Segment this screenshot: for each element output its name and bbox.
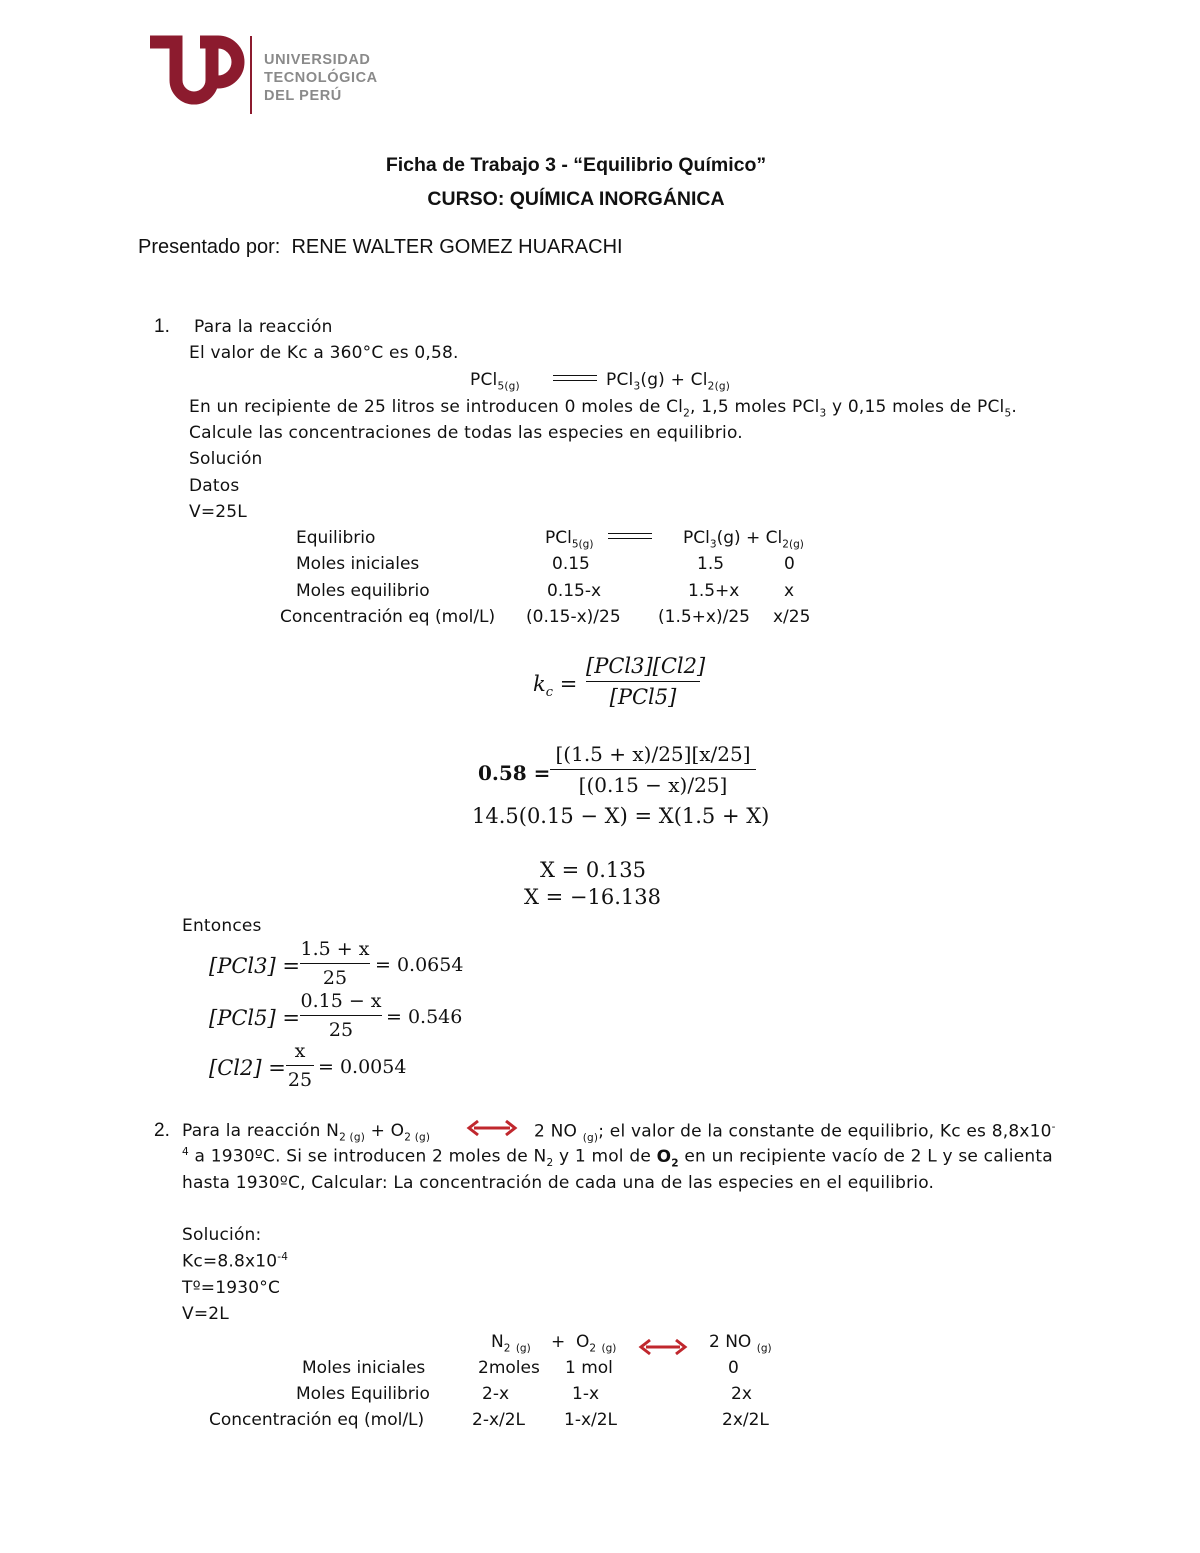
table-cell: (1.5+x)/25 [658, 607, 750, 627]
result-cl2-value: = 0.0054 [318, 1056, 407, 1078]
result-pcl3-lhs: [PCl3] = [209, 954, 300, 978]
entonces-label: Entonces [182, 916, 262, 936]
result-pcl5-fraction: 0.15 − x 25 [300, 990, 382, 1041]
problem-2-temperature: Tº=1930°C [182, 1278, 281, 1298]
double-arrow-icon [466, 1119, 518, 1137]
solution-x2: X = −16.138 [524, 885, 661, 909]
problem-2-line-2: $^4$ a 1930ºC. Si se introducen 2 moles de $N_2$ y 1 mol de $O_2$ en un recipiente vacío de 2 L y se calienta [182, 1146, 1053, 1170]
table-cell: 1-x/2L [564, 1410, 618, 1430]
page-title: Ficha de Trabajo 3 - “Equilibrio Químico” [385, 154, 767, 176]
problem-2-line-3: hasta 1930ºC, Calcular: La concentración de cada una de las especies en el equilibrio. [182, 1173, 935, 1193]
table-1-header-reactant: PCl$_{5(g)}$ [545, 528, 594, 551]
table-row: Moles iniciales [296, 554, 420, 574]
result-pcl3-value: = 0.0654 [375, 954, 464, 976]
logo-line-3: DEL PERÚ [264, 88, 342, 104]
presented-name: RENE WALTER GOMEZ HUARACHI [291, 236, 623, 258]
equation-2: 14.5(0.15 − X) = X(1.5 + X) [472, 804, 770, 828]
reaction-1-products: $PCl_3(g) + Cl_{2(g)}$ [606, 370, 731, 393]
table-cell: 2-x/2L [472, 1410, 526, 1430]
problem-1-number: 1. [154, 316, 170, 337]
kc-numerator: [PCl3][Cl2] [586, 654, 706, 678]
table-2-header-n2: $N_2$ $_{(g)}$ [491, 1332, 531, 1355]
logo-text [264, 51, 378, 105]
table-2-header-plus: + [551, 1332, 566, 1352]
table-1-equilibrium-arrow [608, 532, 652, 542]
result-pcl5-value: = 0.546 [386, 1006, 463, 1028]
table-cell: 2x [731, 1384, 752, 1404]
logo-line-1: UNIVERSIDAD [264, 52, 371, 68]
table-row: Concentración eq (mol/L) [209, 1410, 425, 1430]
table-1-header-products: $PCl_3(g) + Cl_{2(g)}$ [683, 528, 804, 551]
volume-label: V=25L [189, 502, 247, 522]
table-row: Moles Equilibrio [296, 1384, 430, 1404]
table-cell: 0.15 [552, 554, 590, 574]
solution-x1: X = 0.135 [540, 858, 647, 882]
problem-2-number: 2. [154, 1120, 170, 1141]
equation-1-fraction [550, 742, 756, 797]
problem-2-solucion: Solución: [182, 1225, 262, 1245]
table-row: Concentración eq (mol/L) [280, 607, 496, 627]
result-pcl3-fraction: 1.5 + x 25 [300, 938, 370, 989]
table-row: Moles equilibrio [296, 581, 430, 601]
table-cell: 1.5 [697, 554, 725, 574]
datos-label: Datos [189, 476, 240, 496]
table-cell: 2x/2L [722, 1410, 769, 1430]
table-cell: 2moles [478, 1358, 540, 1378]
equation-1-lhs: 0.58 = [478, 761, 551, 785]
problem-2-kc: $Kc=8.8x10^{-4}$ [182, 1251, 289, 1272]
problem-1-intro: Para la reacción [194, 317, 333, 337]
presented-by [138, 236, 623, 259]
table-cell: 1-x [572, 1384, 600, 1404]
result-cl2-fraction: x 25 [287, 1040, 313, 1091]
table-cell: 0 [728, 1358, 739, 1378]
table-1-header-label: Equilibrio [296, 528, 376, 548]
table-cell: x [784, 581, 795, 601]
course-title: CURSO: QUÍMICA INORGÁNICA [427, 188, 725, 210]
problem-1-question: Calcule las concentraciones de todas las especies en equilibrio. [189, 423, 743, 443]
table-cell: x/25 [773, 607, 811, 627]
presented-label: Presentado por: [138, 236, 281, 258]
result-pcl5-lhs: [PCl5] = [209, 1006, 300, 1030]
problem-2-volume: V=2L [182, 1304, 229, 1324]
table-cell: 1 mol [565, 1358, 613, 1378]
problem-2-line-1-end: 2 NO $_{(g)}$; el valor de la constante de equilibrio, Kc es 8,8x10- [534, 1121, 1056, 1145]
equation-1-numerator: [(1.5 + x)/25][x/25] [555, 742, 751, 766]
kc-fraction [586, 654, 706, 709]
utp-logo-mark [146, 34, 246, 118]
reaction-1: PCl$_{5(g)}$ [470, 370, 520, 393]
table-cell: 2-x [482, 1384, 510, 1404]
problem-1-kc-text: El valor de Kc a 360°C es 0,58. [189, 343, 459, 363]
kc-denominator: [PCl5] [609, 685, 677, 709]
problem-2-line-1: Para la reacción $N_{2 (g)} + O_{2 (g)}$ [182, 1121, 431, 1144]
table-row: Moles iniciales [302, 1358, 426, 1378]
equation-1-denominator: [(0.15 − x)/25] [578, 773, 728, 797]
equilibrium-arrow [553, 374, 597, 384]
table-cell: 0.15-x [547, 581, 602, 601]
result-cl2-lhs: [Cl2] = [209, 1056, 286, 1080]
logo-line-2: TECNOLÓGICA [264, 70, 378, 86]
problem-1-statement: En un recipiente de 25 litros se introducen 0 moles de $Cl_2$, 1,5 moles PCl$_3$ y 0,15 moles de PCl$_5$. [189, 397, 1017, 420]
table-2-double-arrow-icon [638, 1338, 688, 1356]
utp-logo [146, 34, 386, 118]
table-cell: 1.5+x [688, 581, 740, 601]
table-2-header-no: 2 NO $_{(g)}$ [709, 1332, 772, 1355]
solucion-label: Solución [189, 449, 263, 469]
table-cell: 0 [784, 554, 795, 574]
kc-lhs: $k_c$ = [533, 672, 578, 701]
table-2-header-o2: $O_2$ $_{(g)}$ [576, 1332, 617, 1355]
logo-divider [250, 36, 252, 114]
table-cell: (0.15-x)/25 [526, 607, 621, 627]
